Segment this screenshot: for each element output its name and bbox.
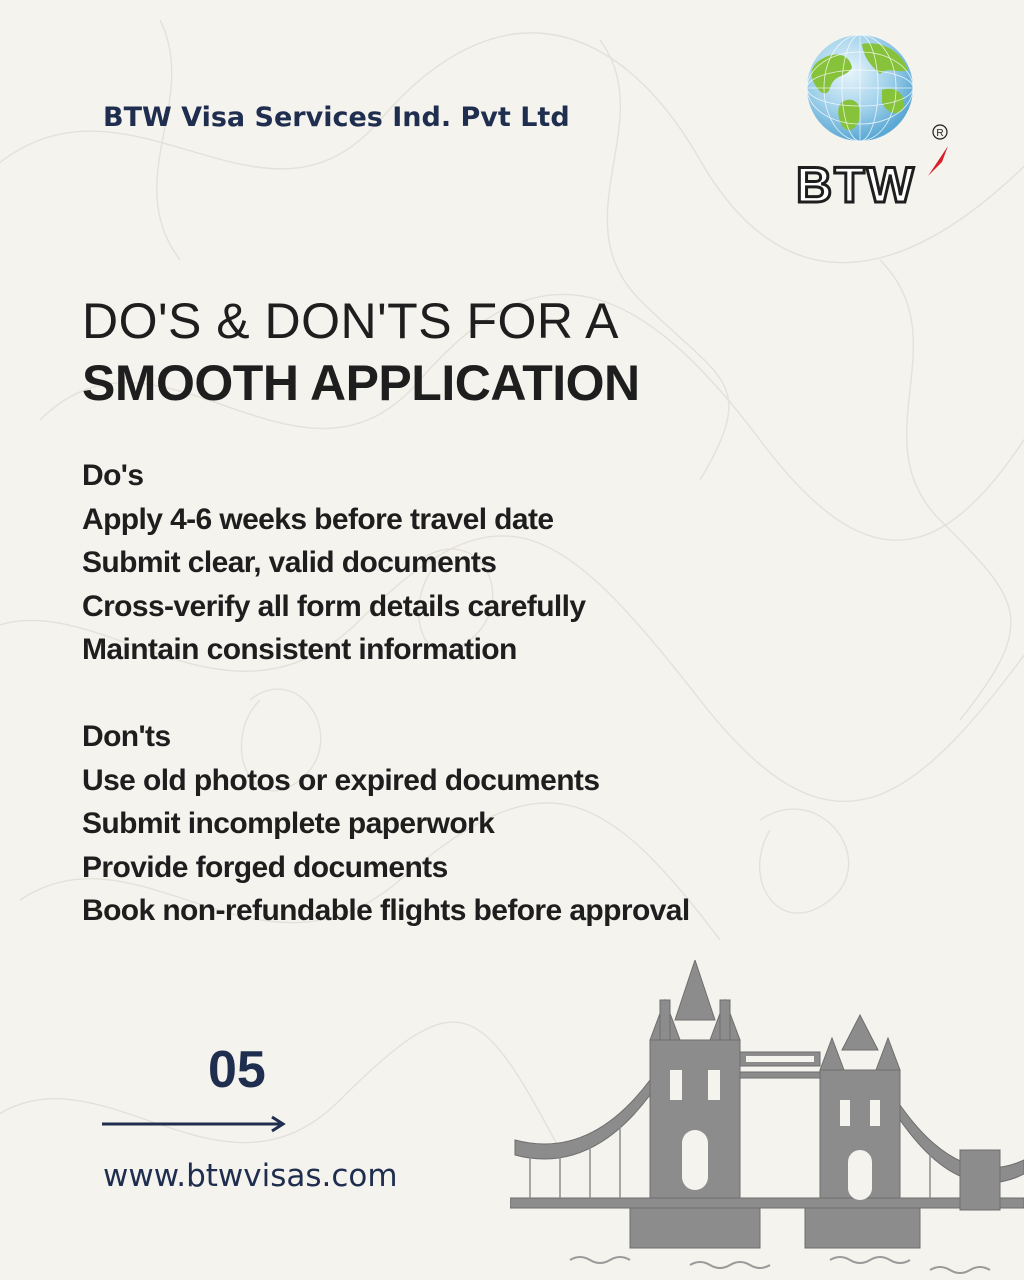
arrow-right-icon (102, 1114, 286, 1134)
list-item: Provide forged documents (82, 850, 448, 884)
list-item: Submit incomplete paperwork (82, 807, 495, 840)
btw-globe-logo (790, 30, 960, 215)
website-link[interactable]: www.btwvisas.com (103, 1158, 398, 1194)
donts-section (82, 715, 690, 933)
tower-bridge-illustration (510, 960, 1024, 1280)
svg-text:R: R (936, 128, 944, 139)
red-swoosh-icon (928, 146, 948, 176)
page-title-line1: DO'S & DON'TS FOR A (82, 293, 619, 349)
list-item: Submit clear, valid documents (82, 546, 497, 579)
page-title-line2: SMOOTH APPLICATION (82, 355, 640, 411)
dos-section (82, 454, 585, 672)
list-item: Maintain consistent information (82, 633, 517, 666)
company-name: BTW Visa Services Ind. Pvt Ltd (103, 102, 570, 133)
list-item: Apply 4-6 weeks before travel date (82, 502, 554, 536)
list-item: Cross-verify all form details carefully (82, 589, 586, 623)
list-item: Use old photos or expired documents (82, 763, 600, 797)
list-item: Book non-refundable flights before approval (82, 894, 690, 927)
logo-text: BTW (796, 157, 916, 213)
dos-heading: Do's (82, 459, 144, 492)
donts-heading: Don'ts (82, 720, 171, 753)
page-number: 05 (208, 1041, 266, 1099)
